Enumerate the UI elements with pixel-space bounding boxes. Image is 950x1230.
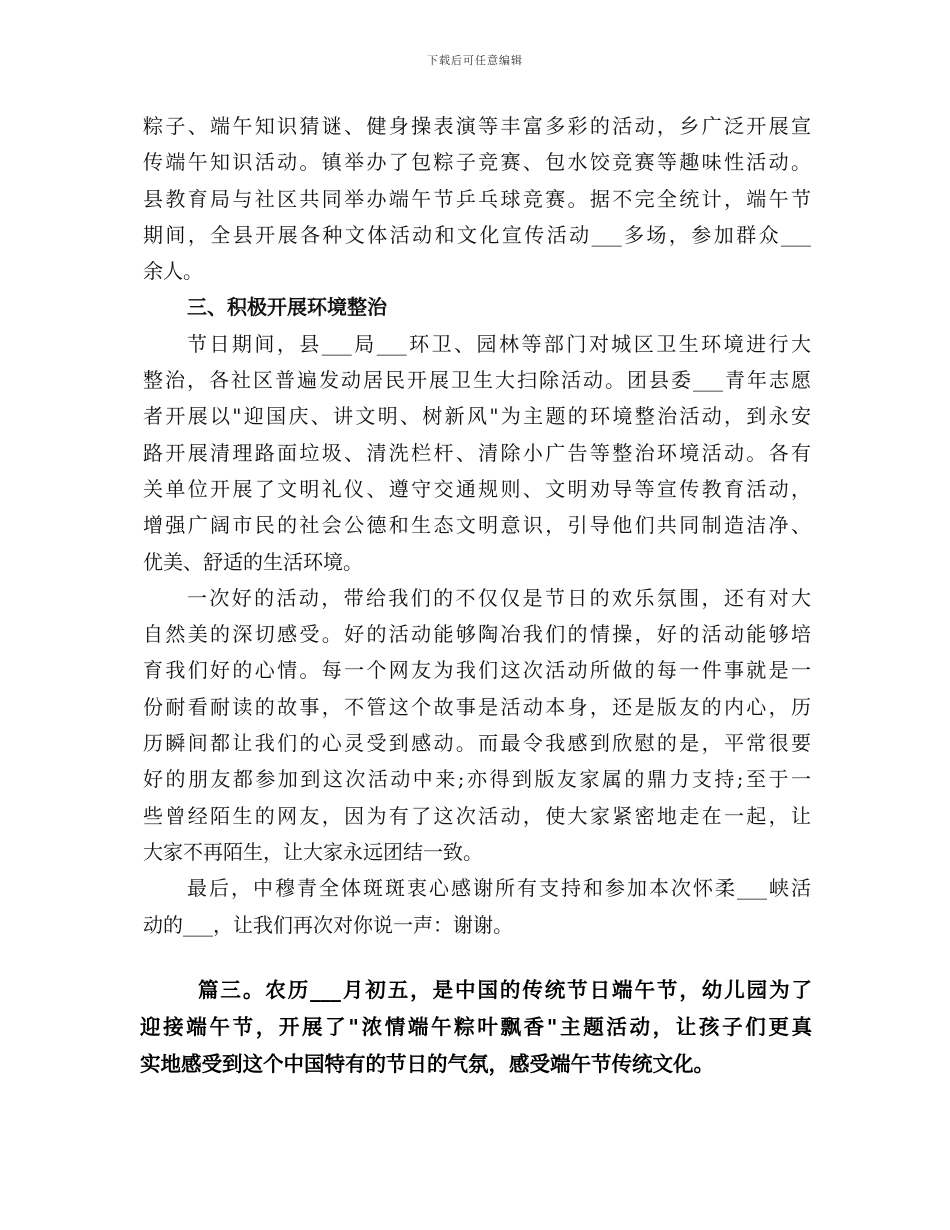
- text-line: 粽子、端午知识猜谜、健身操表演等丰富多彩的活动，乡广泛开展宣: [143, 114, 811, 138]
- text-line: 一次好的活动，带给我们的不仅仅是节日的欢乐氛围，还有对大: [187, 585, 811, 610]
- text-line: 县教育局与社区共同举办端午节乒乓球竞赛。据不完全统计，端午节: [143, 186, 811, 211]
- text-line: 历瞬间都让我们的心灵受到感动。而最令我感到欣慰的是，平常很要: [143, 731, 811, 756]
- text-line: 余人。: [143, 259, 203, 284]
- paragraph-reflection: [143, 580, 811, 870]
- text-line: 整治，各社区普遍发动居民开展卫生大扫除活动。团县委___青年志愿: [143, 368, 811, 393]
- text-line: 传端午知识活动。镇举办了包粽子竞赛、包水饺竞赛等趣味性活动。: [143, 150, 811, 175]
- paragraph-activities: [143, 108, 811, 289]
- text-line: 关单位开展了文明礼仪、遵守交通规则、文明劝导等宣传教育活动，: [143, 476, 811, 501]
- text-line: 迎接端午节，开展了"浓情端午粽叶飘香"主题活动，让孩子们更真: [140, 1015, 812, 1039]
- text-line: 者开展以"迎国庆、讲文明、树新风"为主题的环境整治活动，到永安: [143, 404, 811, 429]
- text-line: 路开展清理路面垃圾、清洗栏杆、清除小广告等整治环境活动。各有: [143, 440, 811, 465]
- text-line: 大家不再陌生，让大家永远团结一致。: [143, 839, 483, 864]
- paragraph-environment: [143, 326, 811, 580]
- text-line: 期间，全县开展各种文体活动和文化宣传活动___多场，参加群众___: [143, 222, 811, 247]
- text-line: 节日期间，县___局___环卫、园林等部门对城区卫生环境进行大: [187, 331, 811, 356]
- text-line: 动的___，让我们再次对你说一声：谢谢。: [143, 912, 513, 937]
- text-line: 些曾经陌生的网友，因为有了这次活动，使大家紧密地走在一起，让: [143, 803, 811, 828]
- text-line: 增强广阔市民的社会公德和生态文明意识，引导他们共同制造洁净、: [143, 513, 811, 538]
- section-heading: 三、积极开展环境整治: [187, 295, 387, 320]
- paragraph-thanks: [143, 870, 811, 943]
- text-line: 最后，中穆青全体斑斑衷心感谢所有支持和参加本次怀柔___峡活: [187, 876, 811, 901]
- text-line: 育我们好的心情。每一个网友为我们这次活动所做的每一件事就是一: [143, 658, 811, 683]
- text-line: 优美、舒适的生活环境。: [143, 549, 363, 574]
- text-line: 篇三。农历___月初五，是中国的传统节日端午节，幼儿园为了: [198, 978, 812, 1002]
- section-three-intro: [140, 972, 812, 1083]
- text-line: 自然美的深切感受。好的活动能够陶冶我们的情操，好的活动能够培: [143, 622, 811, 647]
- text-line: 份耐看耐读的故事，不管这个故事是活动本身，还是版友的内心，历: [143, 694, 811, 719]
- page-header: 下载后可任意编辑: [427, 54, 523, 67]
- document-body: [143, 108, 811, 943]
- text-line: 好的朋友都参加到这次活动中来;亦得到版友家属的鼎力支持;至于一: [143, 767, 811, 792]
- text-line: 实地感受到这个中国特有的节日的气氛，感受端午节传统文化。: [140, 1052, 714, 1076]
